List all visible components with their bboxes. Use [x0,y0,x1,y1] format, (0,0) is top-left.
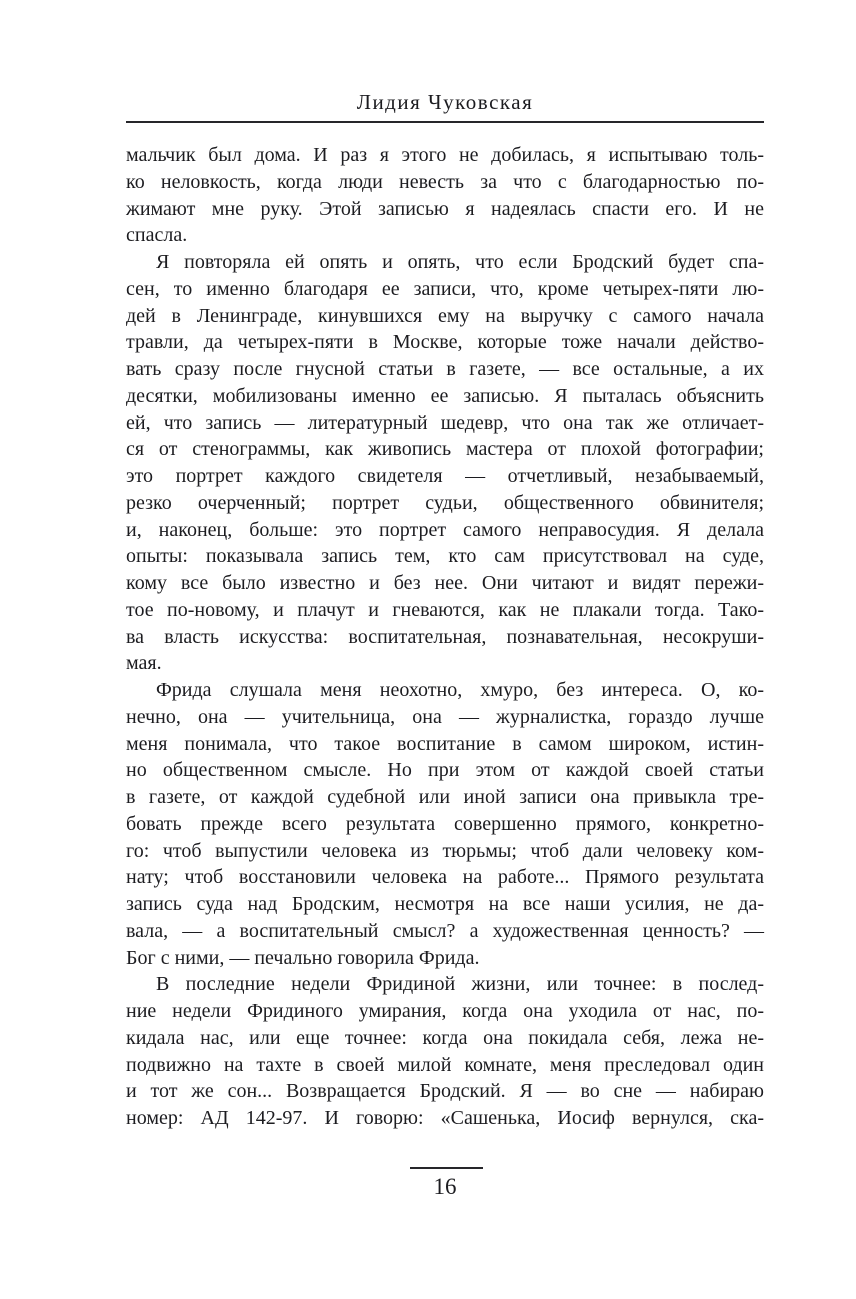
text-line: и тот же сон... Возвращается Бродский. Я — во сне — набираю [126,1080,764,1103]
text-line: нечно, она — учительница, она — журналистка, гораздо лучше [126,705,764,728]
footer-rule [410,1167,483,1169]
text-line: тое по-новому, и плачут и гневаются, как не плакали тогда. Тако- [126,598,764,621]
text-line: бовать прежде всего результата совершенно прямого, конкретно- [126,812,764,835]
paragraph [126,249,764,677]
text-line: кидала нас, или еще точнее: когда она покидала себя, лежа не- [126,1026,764,1049]
text-line: и, наконец, больше: это портрет самого неправосудия. Я делала [126,518,764,541]
text-line: десятки, мобилизованы именно ее записью. Я пыталась объяснить [126,384,764,407]
text-line: номер: АД 142-97. И говорю: «Сашенька, Иосиф вернулся, ска- [126,1107,764,1129]
text-line: ко неловкость, когда люди невесть за что с благодарностью по- [126,170,764,193]
text-line: травли, да четырех-пяти в Москве, которые тоже начали действо- [126,331,764,354]
text-line: подвижно на тахте в своей милой комнате, меня преследовал один [126,1053,764,1076]
text-line: мальчик был дома. И раз я этого не добилась, я испытываю толь- [126,144,764,166]
paragraph [126,677,764,971]
text-line: Бог с ними, — печально говорила Фрида. [126,946,480,969]
text-line: го: чтоб выпустили человека из тюрьмы; чтоб дали человеку ком- [126,839,764,862]
text-line: ва власть искусства: воспитательная, познавательная, несокруши- [126,625,764,648]
text-line: опыты: показывала запись тем, кто сам присутствовал на суде, [126,545,764,568]
text-line: меня понимала, что такое воспитание в самом широком, истин- [126,732,764,755]
text-line: запись суда над Бродским, несмотря на все наши усилия, не да- [126,893,764,915]
text-line: кому все было известно и без нее. Они читают и видят пережи- [126,572,764,594]
running-header: Лидия Чуковская [356,90,534,114]
text-line: ся от стенограммы, как живопись мастера от плохой фотографии; [126,438,764,461]
text-line: ей, что запись — литературный шедевр, что она так же отличает- [126,411,764,434]
page-number: 16 [433,1174,457,1199]
header-rule [126,121,764,123]
text-line: В последние недели Фридиной жизни, или точнее: в послед- [156,973,764,996]
text-line: мая. [126,652,162,675]
paragraph [126,971,764,1132]
text-block [126,142,764,1132]
text-line: Фрида слушала меня неохотно, хмуро, без интереса. О, ко- [156,679,764,701]
text-line: Я повторяла ей опять и опять, что если Бродский будет спа- [156,251,764,273]
text-line: в газете, от каждой судебной или иной записи она привыкла тре- [126,786,764,808]
text-line: но общественном смысле. Но при этом от каждой своей статьи [126,759,764,782]
text-line: нату; чтоб восстановили человека на работе... Прямого результата [126,866,764,889]
text-line: вать сразу после гнусной статьи в газете, — все остальные, а их [126,358,764,380]
text-line: резко очерченный; портрет судьи, общественного обвинителя; [126,491,764,514]
text-line: жимают мне руку. Этой записью я надеялась спасти его. И не [126,197,764,220]
paragraph [126,142,764,249]
text-line: дей в Ленинграде, кинувшихся ему на выручку с самого начала [126,304,764,327]
text-line: сен, то именно благодаря ее записи, что, кроме четырех-пяти лю- [126,277,764,300]
text-line: вала, — а воспитательный смысл? а художественная ценность? — [126,919,764,942]
text-line: ние недели Фридиного умирания, когда она уходила от нас, по- [126,1000,764,1022]
text-line: спасла. [126,224,188,247]
text-line: это портрет каждого свидетеля — отчетливый, незабываемый, [126,465,764,487]
